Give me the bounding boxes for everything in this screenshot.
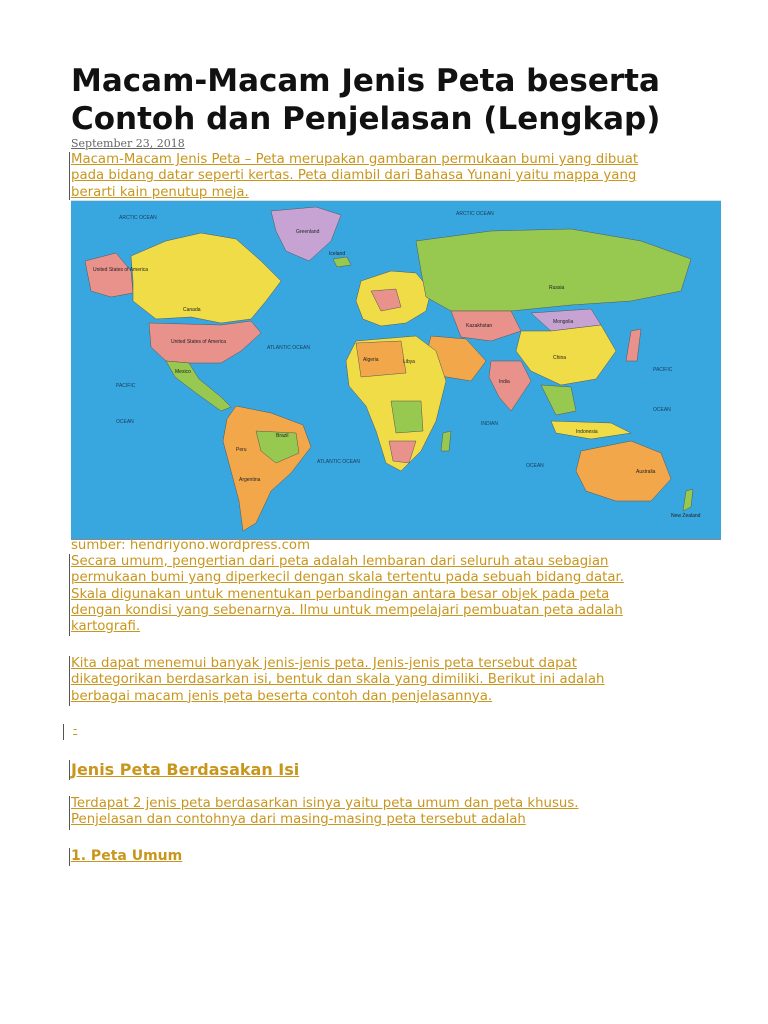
map-label-libya: Libya <box>403 359 415 365</box>
types-line-1: Kita dapat menemui banyak jenis-jenis peta. Jenis-jenis peta tersebut dapat <box>71 656 577 671</box>
definition-line-3: Skala digunakan untuk menentukan perbandingan antara besar objek pada peta <box>71 586 610 602</box>
section-line-2: Penjelasan dan contohnya dari masing-masing peta tersebut adalah <box>71 812 526 828</box>
map-label-atlantic-south: ATLANTIC OCEAN <box>317 459 360 465</box>
map-label-ocean-left: OCEAN <box>116 419 134 425</box>
intro-line-1: Macam-Macam Jenis Peta – Peta merupakan gambaran permukaan bumi yang dibuat <box>71 152 639 167</box>
page-title: Macam-Macam Jenis Peta beserta Contoh dan Penjelasan (Lengkap) <box>71 63 661 137</box>
map-label-indian: INDIAN <box>481 421 498 427</box>
map-label-pacific-left: PACIFIC <box>116 383 136 389</box>
map-label-indonesia: Indonesia <box>576 429 598 435</box>
quote-bar <box>69 554 70 636</box>
map-label-atlantic-north: ATLANTIC OCEAN <box>267 345 310 351</box>
definition-line-4: dengan kondisi yang sebenarnya. Ilmu untuk mempelajari pembuatan peta adalah <box>71 602 623 618</box>
quote-bar <box>69 848 70 866</box>
definition-line-2: permukaan bumi yang diperkecil dengan skala tertentu pada sebuah bidang datar. <box>71 570 624 586</box>
map-label-kazakhstan: Kazakhstan <box>466 323 493 329</box>
quote-bar <box>63 724 64 740</box>
map-label-alaska: United States of America <box>93 267 149 273</box>
map-label-canada: Canada <box>183 307 201 313</box>
map-label-indian-ocean: OCEAN <box>526 463 544 469</box>
definition-line-5: kartografi. <box>71 619 141 635</box>
separator-link[interactable]: - <box>73 722 78 736</box>
subsection-heading[interactable]: 1. Peta Umum <box>71 848 183 864</box>
section-line-1: Terdapat 2 jenis peta berdasarkan isinya yaitu peta umum dan peta khusus. <box>71 796 579 811</box>
intro-line-2: pada bidang datar seperti kertas. Peta diambil dari Bahasa Yunani yaitu mappa yang <box>71 168 637 184</box>
map-label-mexico: Mexico <box>175 369 191 375</box>
map-label-brazil: Brazil <box>276 433 289 439</box>
intro-paragraph[interactable] <box>71 152 721 201</box>
quote-bar <box>69 796 70 830</box>
types-line-3: berbagai macam jenis peta beserta contoh dan penjelasannya. <box>71 688 493 704</box>
definition-paragraph[interactable] <box>71 554 721 635</box>
image-source-caption[interactable]: sumber: hendriyono.wordpress.com <box>71 538 311 553</box>
quote-bar <box>69 760 70 780</box>
publish-date[interactable]: September 23, 2018 <box>71 137 185 150</box>
map-label-russia: Russia <box>549 285 565 291</box>
section-heading[interactable]: Jenis Peta Berdasakan Isi <box>71 760 300 779</box>
map-label-arctic-right: ARCTIC OCEAN <box>456 211 494 217</box>
world-map-image <box>71 200 721 540</box>
quote-bar <box>69 152 70 200</box>
map-label-iceland: Iceland <box>329 251 346 257</box>
map-label-greenland: Greenland <box>296 229 320 235</box>
section-paragraph[interactable] <box>71 796 721 829</box>
map-label-ocean-right: OCEAN <box>653 407 671 413</box>
map-label-mongolia: Mongolia <box>553 319 574 325</box>
map-label-peru: Peru <box>236 447 247 453</box>
definition-line-1: Secara umum, pengertian dari peta adalah lembaran dari seluruh atau sebagian <box>71 554 609 569</box>
map-label-usa: United States of America <box>171 339 227 345</box>
map-label-arctic-left: ARCTIC OCEAN <box>119 215 157 221</box>
map-label-australia: Australia <box>636 469 656 475</box>
map-label-argentina: Argentina <box>239 477 261 483</box>
map-label-new-zealand: New Zealand <box>671 513 701 519</box>
types-paragraph[interactable] <box>71 656 721 705</box>
map-label-pacific-right: PACIFIC <box>653 367 673 373</box>
map-label-india: India <box>499 379 510 385</box>
quote-bar <box>69 656 70 706</box>
map-label-algeria: Algeria <box>363 357 379 363</box>
map-label-china: China <box>553 355 567 361</box>
world-map-svg <box>71 201 721 539</box>
intro-line-3: berarti kain penutup meja. <box>71 184 249 200</box>
types-line-2: dikategorikan berdasarkan isi, bentuk dan skala yang dimiliki. Berikut ini adalah <box>71 672 605 688</box>
